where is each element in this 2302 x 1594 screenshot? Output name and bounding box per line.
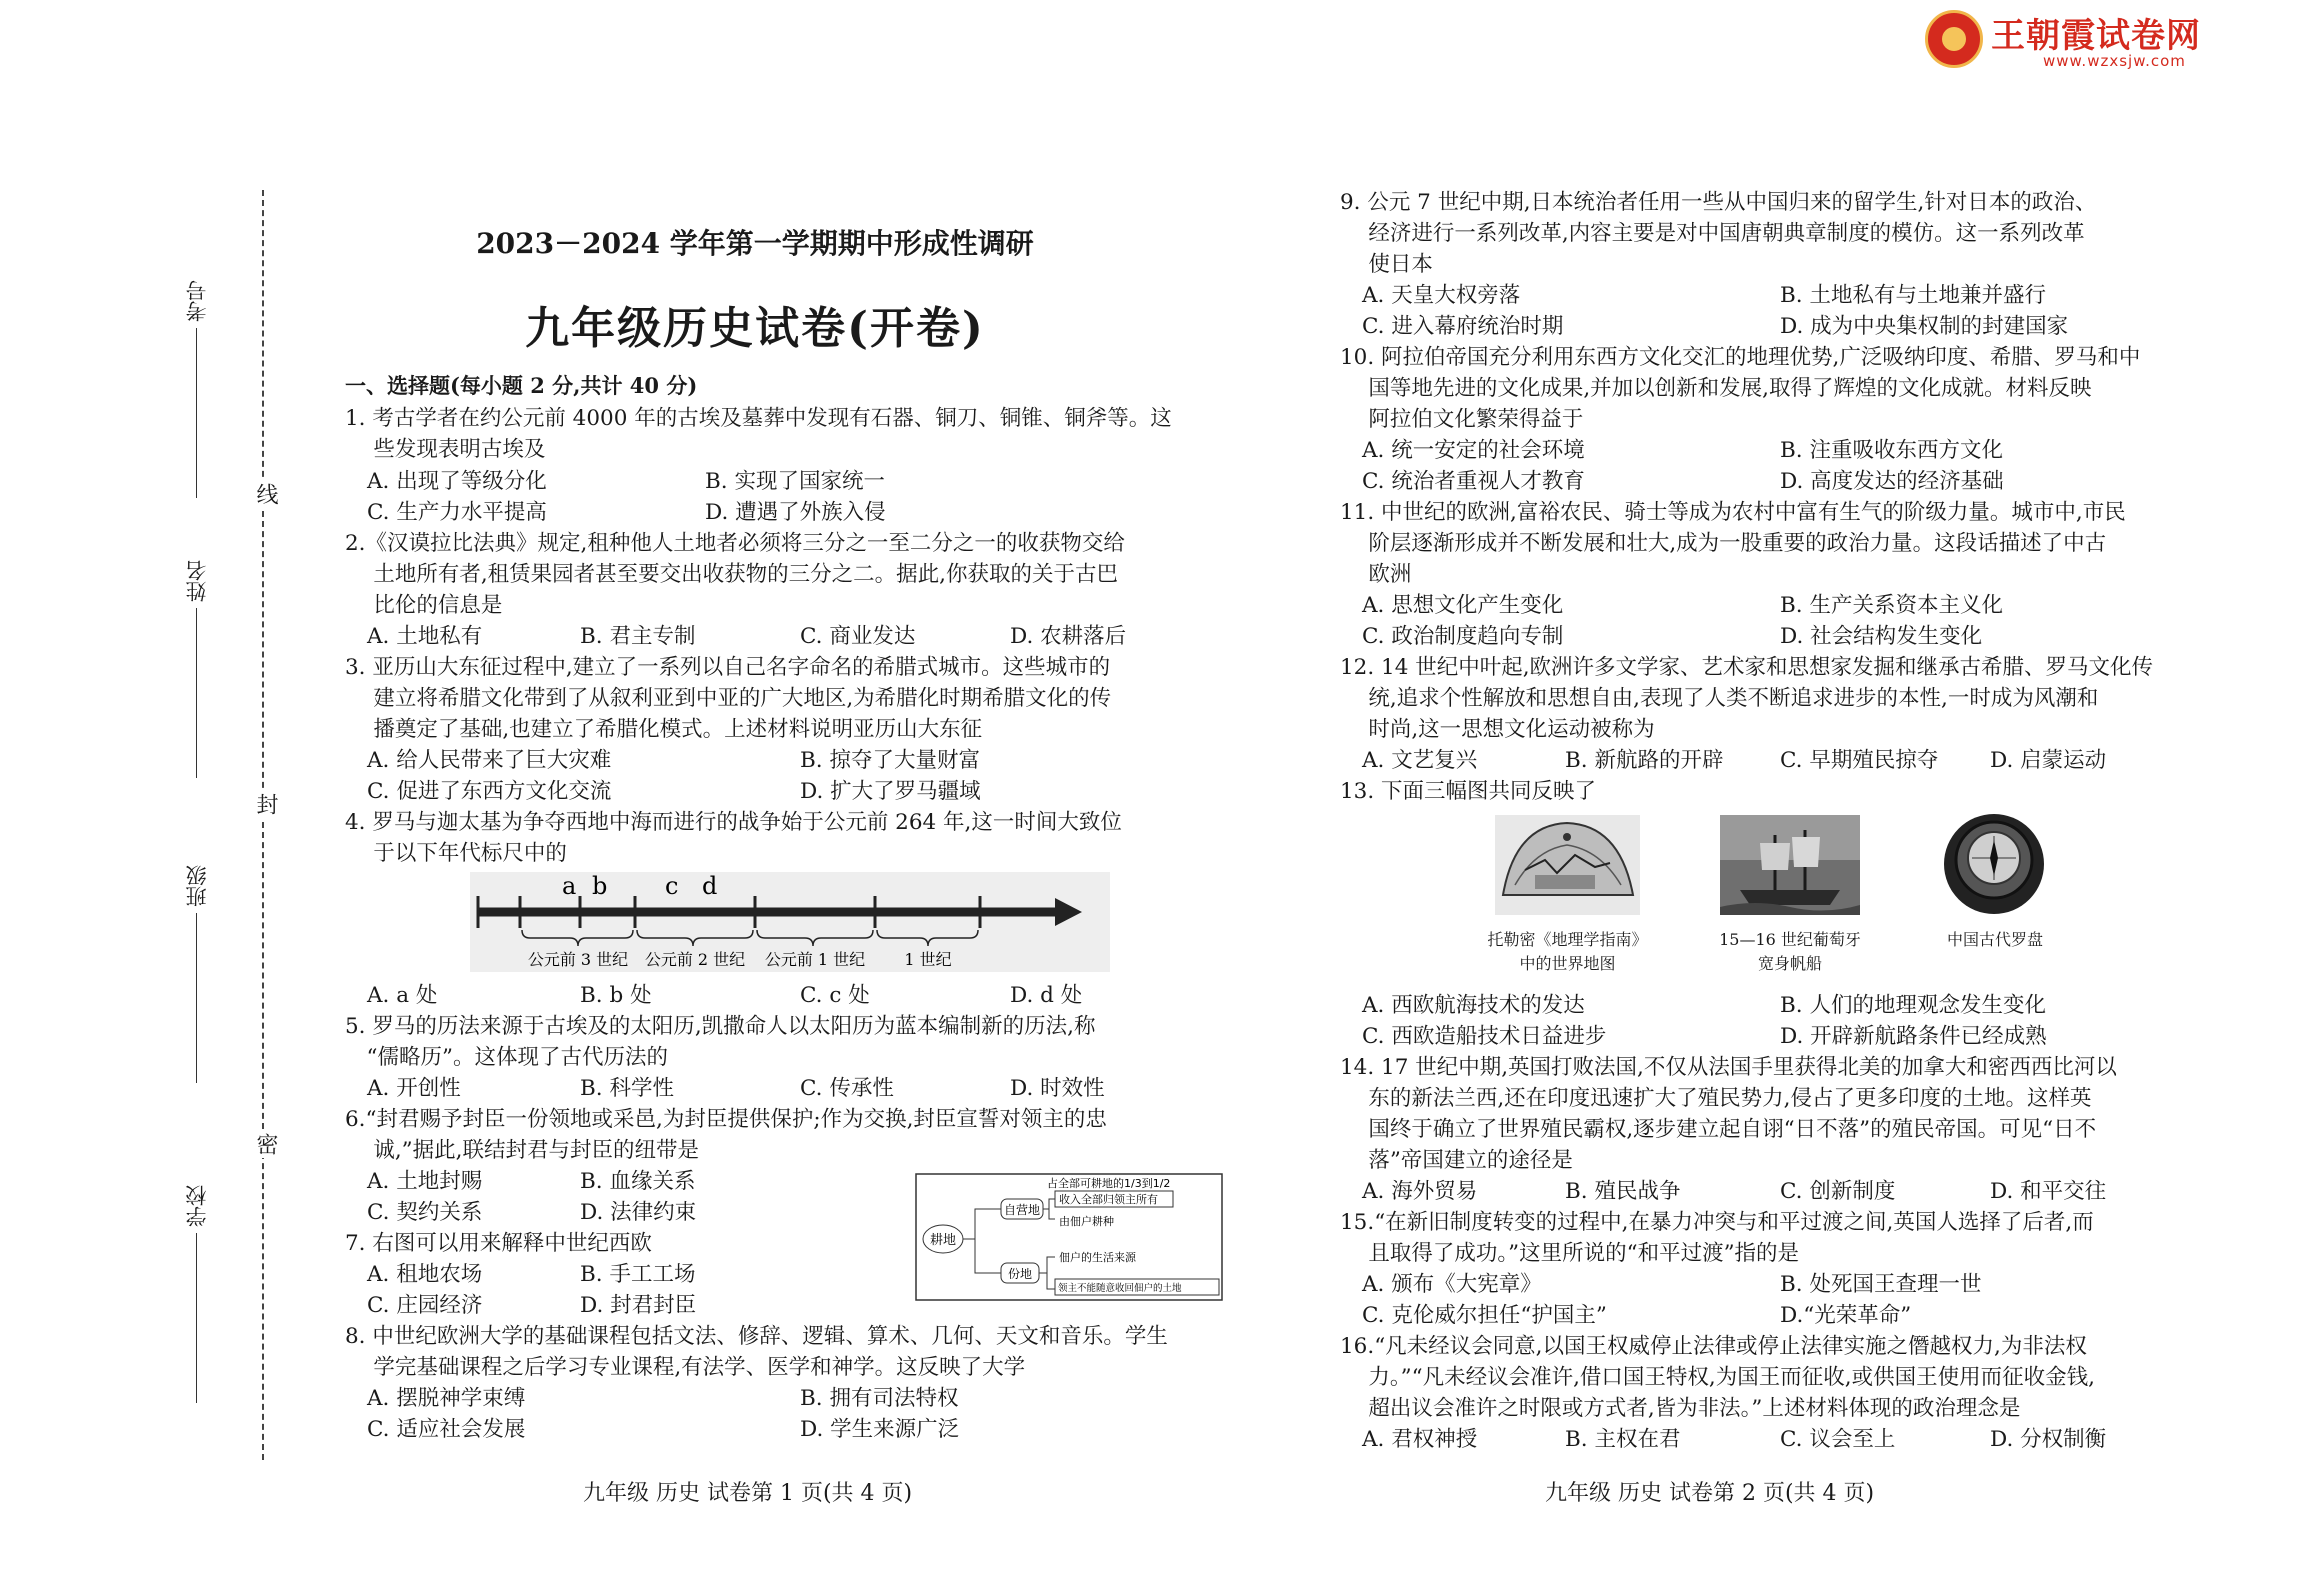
diagram-leaf2: 由佃户耕种 (1059, 1215, 1114, 1228)
option-c[interactable]: C. 统治者重视人才教育 (1362, 469, 1585, 494)
option-a[interactable]: A. 海外贸易 (1362, 1179, 1478, 1204)
option-b[interactable]: B. b 处 (580, 983, 652, 1008)
question-14: 14. 17 世纪中期,英国打败法国,不仅从法国手里获得北美的加拿大和密西西比河以 东的新法兰西,还在印度迅速扩大了殖民势力,侵占了更多印度的土地。这样英 国终于确立了世界殖民霸权,逐步建立起自诩“日不落”的殖民帝国。可见“日不 落”帝国建立的途径是 (1340, 1055, 2117, 1173)
field-blank (197, 328, 198, 498)
watermark-name: 王朝霞试卷网 (1991, 16, 2201, 56)
timeline-marker-d: d (702, 872, 718, 900)
question-7: 7. 右图可以用来解释中世纪西欧 (345, 1231, 652, 1256)
option-b[interactable]: B. 掠夺了大量财富 (800, 748, 980, 773)
option-b[interactable]: B. 主权在君 (1565, 1427, 1681, 1452)
question-8: 8. 中世纪欧洲大学的基础课程包括文法、修辞、逻辑、算术、几何、天文和音乐。学生 学完基础课程之后学习专业课程,有法学、医学和神学。这反映了大学 (345, 1324, 1168, 1380)
option-b[interactable]: B. 注重吸收东西方文化 (1780, 438, 2003, 463)
timeline-label: 公元前 2 世纪 (644, 950, 746, 969)
option-d[interactable]: D. 和平交往 (1990, 1179, 2107, 1204)
option-b[interactable]: B. 人们的地理观念发生变化 (1780, 993, 2046, 1018)
option-d[interactable]: D. 成为中央集权制的封建国家 (1780, 314, 2069, 339)
option-b[interactable]: B. 处死国王查理一世 (1780, 1272, 1982, 1297)
option-d[interactable]: D. 分权制衡 (1990, 1427, 2107, 1452)
option-c[interactable]: C. 契约关系 (367, 1200, 483, 1225)
option-d[interactable]: D. 社会结构发生变化 (1780, 624, 1983, 649)
question-10: 10. 阿拉伯帝国充分利用东西方文化交汇的地理优势,广泛吸纳印度、希腊、罗马和中 国等地先进的文化成果,并加以创新和发展,取得了辉煌的文化成就。材料反映 阿拉伯文化繁荣得益于 (1340, 345, 2141, 432)
option-d[interactable]: D.“光荣革命” (1780, 1303, 1912, 1328)
question-6: 6.“封君赐予封臣一份领地或采邑,为封臣提供保护;作为交换,封臣宣誓对领主的忠 诚,”据此,联结封君与封臣的纽带是 (345, 1107, 1107, 1163)
option-d[interactable]: D. 高度发达的经济基础 (1780, 469, 2004, 494)
option-c[interactable]: C. 西欧造船技术日益进步 (1362, 1024, 1607, 1049)
option-a[interactable]: A. 租地农场 (367, 1262, 483, 1287)
question-3: 3. 亚历山大东征过程中,建立了一系列以自己名字命名的希腊式城市。这些城市的 建立将希腊文化带到了从叙利亚到中亚的广大地区,为希腊化时期希腊文化的传 播奠定了基础,也建立了希腊化模式。上述材料说明亚历山大东征 (345, 655, 1112, 742)
diagram-branch2-label: 份地 (1007, 1267, 1033, 1281)
manor-diagram (915, 1173, 1223, 1301)
page-footer-1: 九年级 历史 试卷第 1 页(共 4 页) (583, 1481, 913, 1506)
watermark-url: www.wzxsjw.com (2043, 52, 2186, 70)
question-5: 5. 罗马的历法来源于古埃及的太阳历,凯撒命人以太阳历为蓝本编制新的历法,称 “儒略历”。这体现了古代历法的 (345, 1014, 1096, 1070)
caravel-ship-image (1720, 815, 1860, 915)
section-heading: 一、选择题(每小题 2 分,共计 40 分) (345, 373, 698, 398)
option-a[interactable]: A. 思想文化产生变化 (1362, 593, 1564, 618)
seal-char-xian: 线 (250, 480, 281, 508)
option-b[interactable]: B. 实现了国家统一 (705, 469, 885, 494)
option-c[interactable]: C. 传承性 (800, 1076, 894, 1101)
question-4: 4. 罗马与迦太基为争夺西地中海而进行的战争始于公元前 264 年,这一时间大致位 于以下年代标尺中的 (345, 810, 1122, 866)
field-class: 班级 (182, 865, 212, 1083)
diagram-branch1-label: 自营地 (1003, 1203, 1041, 1217)
option-a[interactable]: A. 土地封赐 (367, 1169, 483, 1194)
timeline-label: 1 世纪 (904, 950, 952, 969)
option-d[interactable]: D. 时效性 (1010, 1076, 1105, 1101)
diagram-leaf1: 收入全部归领主所有 (1059, 1193, 1158, 1206)
option-c[interactable]: C. 议会至上 (1780, 1427, 1896, 1452)
option-c[interactable]: C. 克伦威尔担任“护国主” (1362, 1303, 1607, 1328)
option-d[interactable]: D. 法律约束 (580, 1200, 697, 1225)
question-16: 16.“凡未经议会同意,以国王权威停止法律或停止法律实施之僭越权力,为非法权 力。”“凡未经议会准许,借口国王特权,为国王而征收,或供国王使用而征收金钱, 超出议会准许之时限或方式者,皆为非法。”上述材料体现的政治理念是 (1340, 1334, 2095, 1421)
exam-subtitle: 九年级历史试卷(开卷) (525, 303, 985, 354)
option-d[interactable]: D. 农耕落后 (1010, 624, 1127, 649)
binding-dashed-line (262, 190, 264, 1460)
exam-title-line: 2023－2024 学年第一学期期中形成性调研 (476, 227, 1034, 260)
question-1: 1. 考古学者在约公元前 4000 年的古埃及墓葬中发现有石器、铜刀、铜锥、铜斧等。这 些发现表明古埃及 (345, 406, 1172, 462)
field-school: 学校 (182, 1185, 212, 1403)
option-c[interactable]: C. 适应社会发展 (367, 1417, 526, 1442)
question-2: 2.《汉谟拉比法典》规定,租种他人土地者必须将三分之一至二分之一的收获物交给 土地所有者,租赁果园者甚至要交出收获物的三分之二。据此,你获取的关于古巴 比伦的信息是 (345, 531, 1125, 618)
option-a[interactable]: A. 西欧航海技术的发达 (1362, 993, 1585, 1018)
field-blank (197, 1233, 198, 1403)
field-blank (197, 608, 198, 778)
option-c[interactable]: C. c 处 (800, 983, 870, 1008)
timeline-marker-a: a (562, 872, 577, 900)
option-c[interactable]: C. 生产力水平提高 (367, 500, 547, 525)
watermark-logo (1925, 8, 2255, 70)
question-11: 11. 中世纪的欧洲,富裕农民、骑士等成为农村中富有生气的阶级力量。城市中,市民 阶层逐渐形成并不断发展和壮大,成为一股重要的政治力量。这段话描述了中古 欧洲 (1340, 500, 2126, 587)
field-blank (197, 913, 198, 1083)
option-b[interactable]: B. 生产关系资本主义化 (1780, 593, 2003, 618)
option-b[interactable]: B. 君主专制 (580, 624, 696, 649)
option-a[interactable]: A. 天皇大权旁落 (1362, 283, 1521, 308)
option-d[interactable]: D. d 处 (1010, 983, 1083, 1008)
option-c[interactable]: C. 早期殖民掠夺 (1780, 748, 1939, 773)
option-a[interactable]: A. 土地私有 (367, 624, 483, 649)
option-c[interactable]: C. 商业发达 (800, 624, 916, 649)
diagram-top-note: 占全部可耕地的1/3到1/2 (1047, 1177, 1171, 1190)
option-d[interactable]: D. 学生来源广泛 (800, 1417, 960, 1442)
option-c[interactable]: C. 促进了东西方文化交流 (367, 779, 612, 804)
option-b[interactable]: B. 拥有司法特权 (800, 1386, 959, 1411)
page-footer-2: 九年级 历史 试卷第 2 页(共 4 页) (1545, 1481, 1875, 1506)
diagram-leaf3: 佃户的生活来源 (1059, 1251, 1136, 1264)
seal-char-mi: 密 (250, 1130, 281, 1158)
diagram-root-label: 耕地 (929, 1233, 957, 1248)
question-12: 12. 14 世纪中叶起,欧洲许多文学家、艺术家和思想家发掘和继承古希腊、罗马文化传 统,追求个性解放和思想自由,表现了人类不断追求进步的本性,一时成为风潮和 时尚,这一思想文化运动被称为 (1340, 655, 2154, 742)
option-c[interactable]: C. 进入幕府统治时期 (1362, 314, 1564, 339)
question-9: 9. 公元 7 世纪中期,日本统治者任用一些从中国归来的留学生,针对日本的政治、 经济进行一系列改革,内容主要是对中国唐朝典章制度的模仿。这一系列改革 使日本 (1340, 190, 2097, 277)
option-a[interactable]: A. 统一安定的社会环境 (1362, 438, 1585, 463)
option-b[interactable]: B. 土地私有与土地兼并盛行 (1780, 283, 2046, 308)
seal-icon (1925, 10, 1983, 68)
timeline-marker-b: b (592, 872, 608, 900)
option-c[interactable]: C. 庄园经济 (367, 1293, 483, 1318)
field-exam-number: 考号 (182, 280, 212, 498)
compass-icon (1940, 810, 2048, 918)
option-b[interactable]: B. 殖民战争 (1565, 1179, 1681, 1204)
timeline-label: 公元前 1 世纪 (764, 950, 866, 969)
option-b[interactable]: B. 科学性 (580, 1076, 674, 1101)
option-d[interactable]: D. 扩大了罗马疆域 (800, 779, 981, 804)
option-a[interactable]: A. 颁布《大宪章》 (1362, 1272, 1542, 1297)
option-a[interactable]: A. 出现了等级分化 (367, 469, 547, 494)
diagram-leaf4: 领主不能随意收回佃户的土地 (1058, 1283, 1182, 1294)
option-a[interactable]: A. 文艺复兴 (1362, 748, 1478, 773)
caption-compass: 中国古代罗盘 (1946, 930, 2043, 949)
option-b[interactable]: B. 新航路的开辟 (1565, 748, 1724, 773)
ptolemy-map-image (1495, 815, 1640, 915)
option-b[interactable]: B. 血缘关系 (580, 1169, 696, 1194)
option-d[interactable]: D. 开辟新航路条件已经成熟 (1780, 1024, 2047, 1049)
field-name: 姓名 (182, 560, 212, 778)
option-a[interactable]: A. a 处 (367, 983, 438, 1008)
option-c[interactable]: C. 政治制度趋向专制 (1362, 624, 1564, 649)
option-a[interactable]: A. 给人民带来了巨大灾难 (367, 748, 612, 773)
timeline-label: 公元前 3 世纪 (527, 950, 629, 969)
question-13: 13. 下面三幅图共同反映了 (1340, 779, 1597, 804)
caption-ptolemy-map: 托勒密《地理学指南》 中的世界地图 (1487, 930, 1648, 973)
option-d[interactable]: D. 遭遇了外族入侵 (705, 500, 886, 525)
option-a[interactable]: A. 摆脱神学束缚 (367, 1386, 526, 1411)
option-c[interactable]: C. 创新制度 (1780, 1179, 1896, 1204)
caption-caravel: 15—16 世纪葡萄牙 宽身帆船 (1719, 930, 1861, 973)
seal-char-feng: 封 (250, 790, 281, 818)
option-d[interactable]: D. 启蒙运动 (1990, 748, 2107, 773)
option-a[interactable]: A. 君权神授 (1362, 1427, 1478, 1452)
timeline-marker-c: c (665, 872, 679, 900)
option-d[interactable]: D. 封君封臣 (580, 1293, 697, 1318)
timeline-figure (470, 872, 1110, 972)
option-b[interactable]: B. 手工工场 (580, 1262, 696, 1287)
option-a[interactable]: A. 开创性 (367, 1076, 461, 1101)
question-15: 15.“在新旧制度转变的过程中,在暴力冲突与和平过渡之间,英国人选择了后者,而 且取得了成功。”这里所说的“和平过渡”指的是 (1340, 1210, 2094, 1266)
